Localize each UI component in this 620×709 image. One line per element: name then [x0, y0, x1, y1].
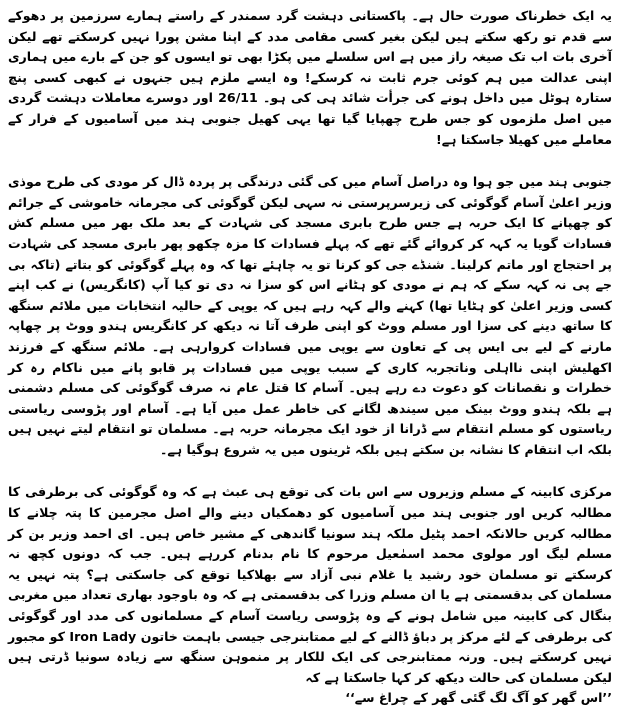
paragraph-2: جنوبی ہند میں جو ہوا وہ دراصل آسام میں کی گئی درندگی پر پردہ ڈال کر مودی کی طرح موذی وزیر اعلیٰ آسام گوگوئی کی زیرسرپرستی نہ سہی لیکن گوگوئی کی مجرمانہ خاموشی کے جرائم کو چھپانے کا ایک حربہ ہے جس طرح بابری مسجد کی شہادت کے بعد ملک بھر میں مسلم کش فسادات گویا یہ کہہ کر کروائے گئے تھے کہ پہلے فسادات کا مزہ چکھو پھر بابری مسجد کی شہادت پر احتجاج اور ماتم کرلینا۔ شنڈے جی کو کرنا تو یہ چاہئے تھا کہ وہ پہلے گوگوئی کو بتاتے (تاکہ بی جے پی نہ کہہ سکے کہ ہم نے مودی کو ہٹانے اس کو سزا نہ دی تو کیا آپ (کانگریس) نے کب اپنے کسی وزیر اعلیٰ کو ہٹایا تھا) کہنے والے کہہ رہے ہیں کہ یوپی کے حالیہ انتخابات میں ملائم سنگھ کا ساتھ دینے کی سزا اور مسلم ووٹ کو اپنی طرف آتا نہ دیکھ کر کانگریس ہندو ووٹ پر چھاپہ مارنے کے لیے بی ایس پی کے تعاون سے یوپی میں فسادات کروارہی ہے۔ ملائم سنگھ کے فرزند اکھلیش اپنی نااہلی وناتجربہ کاری کے سبب یوپی میں فسادات پر قابو پانے میں ناکام رہ کر خطرات و نقصانات کو دعوت دے رہے ہیں۔ آسام کا قتل عام نہ صرف گوگوئی کی مسلم دشمنی ہے بلکہ ہندو ووٹ بینک میں سیندھ لگانے کی خاطر عمل میں آیا ہے۔ آسام اور پڑوسی ریاستی ریاستوں کو مسلم انتقام سے ڈرانا از خود ایک مجرمانہ حربہ ہے۔ مسلمان تو انتقام لیتے نہیں ہیں بلکہ اب انتقام کا نشانہ بن سکتے ہیں بلکہ ٹرینوں میں یہ شروع ہوگیا ہے۔: [8, 174, 612, 457]
paragraph-3: مرکزی کابینہ کے مسلم وزیروں سے اس بات کی توقع ہی عبث ہے کہ وہ گوگوئی کی برطرفی کا مطالبہ کریں اور جنوبی ہند میں آسامیوں کو دھمکیاں دینے والے اصل مجرمین کا پتہ چلانے کا مطالبہ کریں حالانکہ احمد پٹیل ملکہ ہند سونیا گاندھی کے مشیر خاص ہیں۔ ای احمد وزیر بن کر مسلم لیگ اور مولوی محمد اسمٰعیل مرحوم کا نام بدنام کررہے ہیں۔ جب کہ دونوں کچھ نہ کرسکتے تو مسلمان خود رشید یا غلام نبی آزاد سے بھلاکیا توقع کی جاسکتی ہے؟ پتہ نہیں یہ مسلمان کی بدقسمتی ہے یا ان مسلم وزرا کی بدقسمتی ہے کہ وہ باوجود بھاری تعداد میں مغربی بنگال کی کابینہ میں شامل ہونے کے وہ پڑوسی ریاست آسام کے مسلمانوں کی مدد اور گوگوئی کی برطرفی کے لئے مرکز پر دباؤ ڈالنے کے لیے ممتابنرجی جیسی باہمت خاتون Iron Lady کو مجبور نہیں کرسکتے ہیں۔ ورنہ ممتابنرجی کی ایک للکار پر منموہن سنگھ سے زیادہ سونیا ڈرتی ہیں لیکن مسلمان کی حالت دیکھ کر کہا جاسکتا ہے کہ: [8, 484, 612, 685]
paragraph-1: یہ ایک خطرناک صورت حال ہے۔ پاکستانی دہشت گرد سمندر کے راستے ہمارے سرزمین پر دھوکے سے قدم تو رکھ سکتے ہیں لیکن بغیر کسی مقامی مدد کے اپنا مشن پورا نہیں کرسکتے تھے لیکن آخری بات اب تک صیغہ راز میں ہے اس سلسلے میں پکڑا بھی تو ایسوں کو جن کے بارے میں ہماری اپنی عدالت میں ہم کوئی جرم ثابت نہ کرسکے! وہ ایسے ملزم ہیں جنہوں نے کبھی کسی پنچ ستارہ ہوٹل میں داخل ہونے کی جرأت شائد ہی کی ہو۔ 26/11 اور دوسرے معاملات دہشت گردی میں اصل ملزموں کو جس طرح چھپایا گیا تھا یہی کھیل جنوبی ہند میں آسامیوں کے فرار کے معاملے میں کھیلا جاسکتا ہے!: [8, 8, 612, 147]
quote-line: ’’اس گھر کو آگ لگ گئی گھر کے چراغ سے‘‘: [345, 690, 612, 706]
article-body: [8, 6, 612, 706]
closing-quote: [8, 688, 612, 709]
